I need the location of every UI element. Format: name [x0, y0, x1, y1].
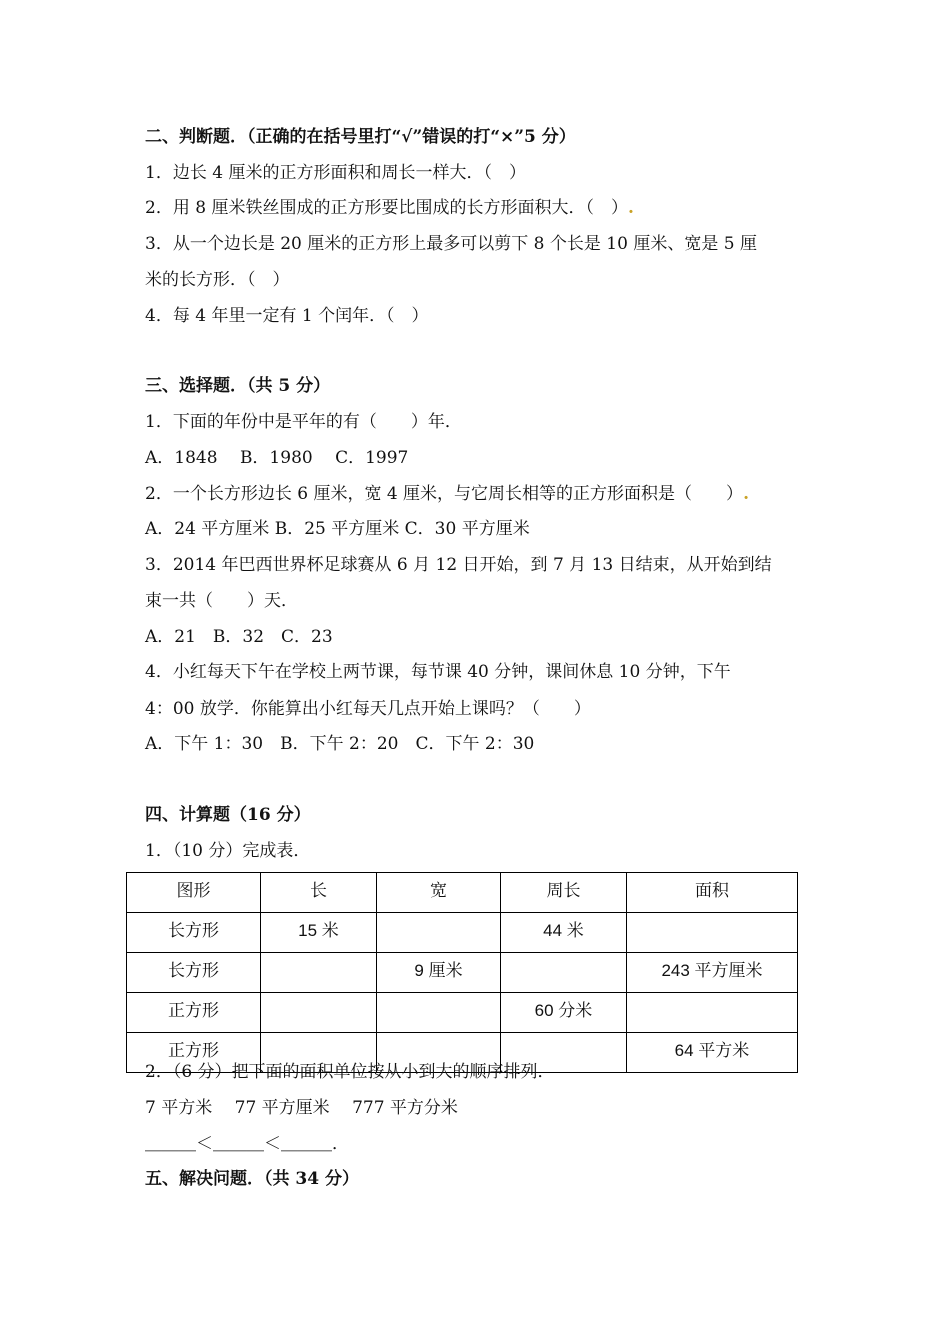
judge-item-4: 4．每 4 年里一定有 1 个闰年．（ ） [145, 306, 429, 326]
mark-dot: . [743, 484, 749, 504]
table-cell: 60 分米 [501, 993, 627, 1033]
choice-q2: 2．一个长方形边长 6 厘米，宽 4 厘米，与它周长相等的正方形面积是（ ）. [145, 484, 749, 504]
calc-table [126, 872, 798, 1073]
choice-q1-options: A．1848 B．1980 C．1997 [145, 448, 409, 468]
section5-heading: 五、解决问题．（共 34 分） [145, 1169, 359, 1189]
table-cell [261, 993, 377, 1033]
table-row [127, 913, 798, 953]
choice-q4: 4．小红每天下午在学校上两节课，每节课 40 分钟，课间休息 10 分钟，下午 [145, 662, 731, 682]
table-cell [627, 993, 798, 1033]
order-blanks: ＿＿＿＜＿＿＿＜＿＿＿． [145, 1134, 349, 1154]
judge-item-3-cont: 米的长方形．（ ） [145, 270, 290, 290]
choice-q4-cont: 4：00 放学．你能算出小红每天几点开始上课吗？（ ） [145, 699, 591, 719]
table-cell: 正方形 [127, 993, 261, 1033]
table-cell [627, 913, 798, 953]
table-row [127, 953, 798, 993]
choice-q3: 3．2014 年巴西世界杯足球赛从 6 月 12 日开始，到 7 月 13 日结束，从开始到结 [145, 555, 772, 575]
judge-item-3: 3．从一个边长是 20 厘米的正方形上最多可以剪下 8 个长是 10 厘米、宽是 5 厘 [145, 234, 757, 254]
judge-item-2: 2．用 8 厘米铁丝围成的正方形要比围成的长方形面积大．（ ）. [145, 198, 634, 218]
table-cell: 正方形 [127, 1033, 261, 1073]
table-cell: 64 平方米 [627, 1033, 798, 1073]
table-row [127, 993, 798, 1033]
choice-q3-cont: 束一共（ ）天． [145, 591, 298, 611]
table-cell: 长方形 [127, 913, 261, 953]
table-cell: 长方形 [127, 953, 261, 993]
table-header: 面积 [627, 873, 798, 913]
choice-q4-options: A．下午 1：30 B．下午 2：20 C．下午 2：30 [145, 734, 535, 754]
choice-q3-options: A．21 B．32 C．23 [145, 627, 333, 647]
table-cell [501, 953, 627, 993]
table-cell: 44 米 [501, 913, 627, 953]
table-header: 周长 [501, 873, 627, 913]
table-header: 长 [261, 873, 377, 913]
calc-q1: 1．（10 分）完成表． [145, 841, 311, 861]
choice-q2-options: A．24 平方厘米 B．25 平方厘米 C．30 平方厘米 [145, 519, 530, 539]
table-cell [377, 993, 501, 1033]
table-cell [261, 953, 377, 993]
section3-heading: 三、选择题．（共 5 分） [145, 376, 331, 396]
table-cell: 243 平方厘米 [627, 953, 798, 993]
mark-dot: . [627, 198, 634, 218]
choice-q1: 1．下面的年份中是平年的有（ ）年． [145, 412, 462, 432]
table-cell: 15 米 [261, 913, 377, 953]
calc-q2: 2．（6 分）把下面的面积单位按从小到大的顺序排列． [145, 1062, 555, 1082]
table-header: 图形 [127, 873, 261, 913]
area-units: 7 平方米 77 平方厘米 777 平方分米 [145, 1098, 458, 1118]
section4-heading: 四、计算题（16 分） [145, 805, 311, 825]
table-header-row [127, 873, 798, 913]
table-cell: 9 厘米 [377, 953, 501, 993]
section2-heading: 二、判断题．（正确的在括号里打“√”错误的打“×”5 分） [145, 127, 576, 147]
table-header: 宽 [377, 873, 501, 913]
table-cell [377, 913, 501, 953]
judge-item-1: 1．边长 4 厘米的正方形面积和周长一样大．（ ） [145, 163, 526, 183]
